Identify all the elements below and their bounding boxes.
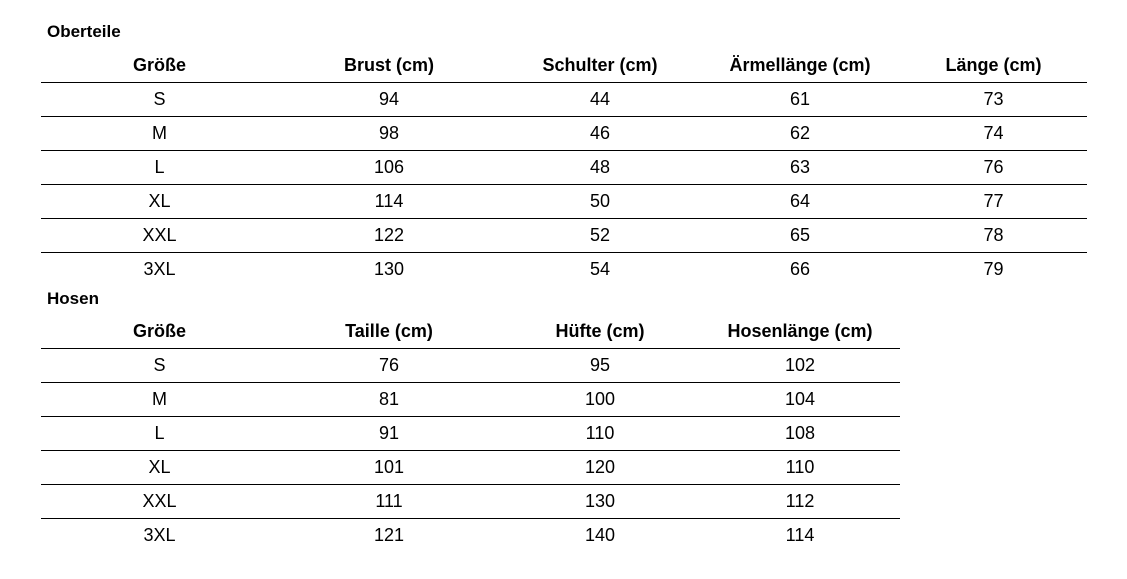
column-header: Ärmellänge (cm) <box>700 49 900 83</box>
measurement-cell: 108 <box>700 417 900 451</box>
column-header: Hüfte (cm) <box>500 315 700 349</box>
measurement-cell: 122 <box>278 219 500 253</box>
measurement-cell: 50 <box>500 185 700 219</box>
measurement-cell: 106 <box>278 151 500 185</box>
measurement-cell: 95 <box>500 349 700 383</box>
table-row <box>41 451 900 485</box>
table-row <box>41 219 1087 253</box>
measurement-cell: 64 <box>700 185 900 219</box>
column-header: Schulter (cm) <box>500 49 700 83</box>
measurement-cell: 102 <box>700 349 900 383</box>
size-cell: XL <box>41 451 278 485</box>
column-header: Größe <box>41 49 278 83</box>
section-title-hosen: Hosen <box>47 289 99 308</box>
column-header: Länge (cm) <box>900 49 1087 83</box>
measurement-cell: 130 <box>373 259 405 279</box>
size-table-oberteile <box>41 49 1087 286</box>
table-row <box>41 485 900 519</box>
table-row <box>41 253 1087 287</box>
size-cell: M <box>41 383 278 417</box>
measurement-cell: 73 <box>900 83 1087 117</box>
measurement-cell: 91 <box>278 417 500 451</box>
measurement-cell: 104 <box>700 383 900 417</box>
table-row <box>41 349 900 383</box>
measurement-cell: 110 <box>500 417 700 451</box>
measurement-cell: 94 <box>278 83 500 117</box>
table-row <box>41 519 900 553</box>
size-cell: L <box>41 151 278 185</box>
measurement-cell: 79 <box>983 259 1004 279</box>
measurement-cell: 140 <box>584 525 616 545</box>
measurement-cell: 76 <box>900 151 1087 185</box>
table-row <box>41 185 1087 219</box>
measurement-cell: 62 <box>700 117 900 151</box>
measurement-cell: 114 <box>785 525 815 545</box>
measurement-cell: 65 <box>700 219 900 253</box>
table-row <box>41 417 900 451</box>
measurement-cell: 46 <box>500 117 700 151</box>
measurement-cell: 52 <box>500 219 700 253</box>
measurement-cell: 44 <box>500 83 700 117</box>
size-cell: 3XL <box>143 525 176 545</box>
size-cell: S <box>41 83 278 117</box>
size-cell: M <box>41 117 278 151</box>
measurement-cell: 81 <box>278 383 500 417</box>
measurement-cell: 120 <box>500 451 700 485</box>
section-title-oberteile: Oberteile <box>47 22 121 41</box>
size-cell: S <box>41 349 278 383</box>
table-row <box>41 151 1087 185</box>
measurement-cell: 78 <box>900 219 1087 253</box>
table-header-row <box>41 49 1087 83</box>
measurement-cell: 61 <box>700 83 900 117</box>
size-cell: 3XL <box>143 259 176 279</box>
column-header: Hosenlänge (cm) <box>700 315 900 349</box>
measurement-cell: 111 <box>278 485 500 519</box>
size-cell: L <box>41 417 278 451</box>
measurement-cell: 76 <box>278 349 500 383</box>
measurement-cell: 74 <box>900 117 1087 151</box>
measurement-cell: 121 <box>373 525 405 545</box>
size-cell: XXL <box>41 219 278 253</box>
size-table-hosen <box>41 315 900 552</box>
measurement-cell: 48 <box>500 151 700 185</box>
measurement-cell: 130 <box>500 485 700 519</box>
measurement-cell: 66 <box>789 259 811 279</box>
table-row <box>41 117 1087 151</box>
measurement-cell: 63 <box>700 151 900 185</box>
measurement-cell: 114 <box>278 185 500 219</box>
column-header: Größe <box>41 315 278 349</box>
measurement-cell: 77 <box>900 185 1087 219</box>
column-header: Brust (cm) <box>278 49 500 83</box>
measurement-cell: 110 <box>700 451 900 485</box>
table-row <box>41 83 1087 117</box>
measurement-cell: 100 <box>500 383 700 417</box>
measurement-cell: 54 <box>589 259 611 279</box>
size-cell: XXL <box>41 485 278 519</box>
table-row <box>41 383 900 417</box>
column-header: Taille (cm) <box>278 315 500 349</box>
measurement-cell: 98 <box>278 117 500 151</box>
size-cell: XL <box>41 185 278 219</box>
measurement-cell: 112 <box>700 485 900 519</box>
measurement-cell: 101 <box>278 451 500 485</box>
table-header-row <box>41 315 900 349</box>
